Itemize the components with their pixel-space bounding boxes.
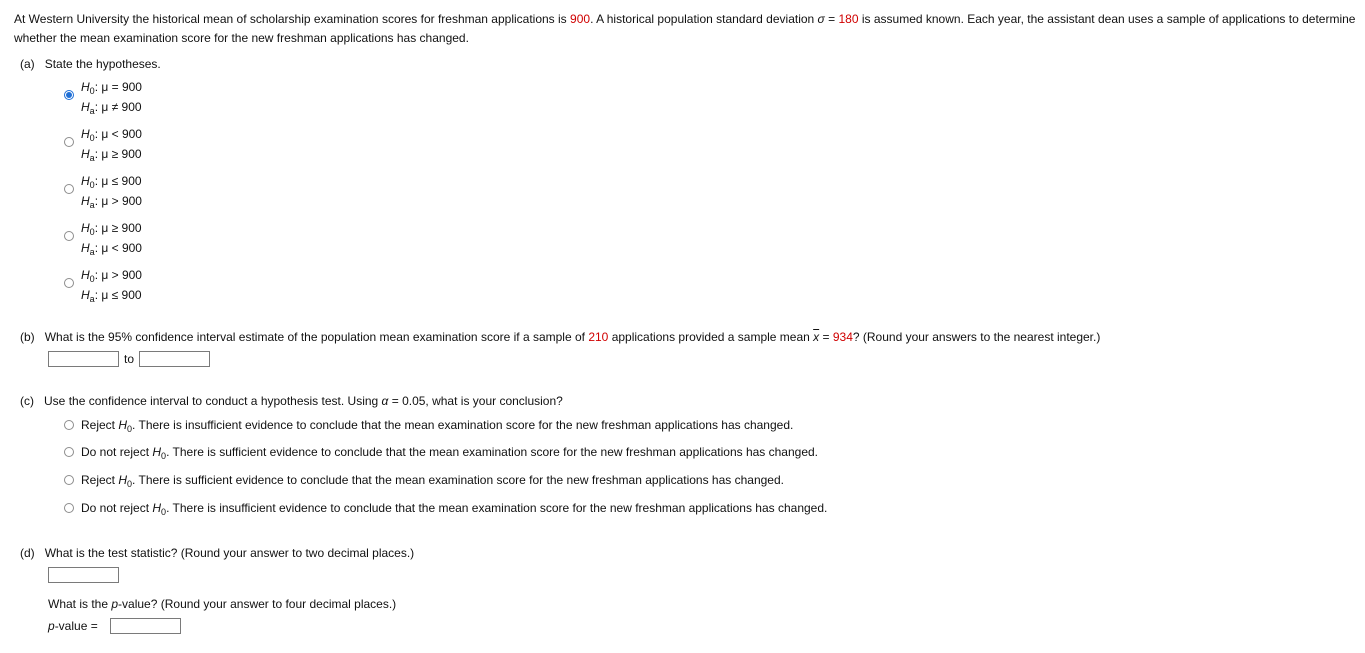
conclusion-text: Do not reject $H_0$. There is sufficient evidence to conclude that the mean examination score for the new freshman applications has changed. bbox=[81, 445, 819, 461]
conclusion-text: Do not reject $H_0$. There is insufficient evidence to conclude that the mean examination score for the new freshman applications has changed. bbox=[81, 501, 828, 517]
conclusion-radio-4[interactable] bbox=[64, 503, 74, 513]
ha-line: $H_a$: μ ≤ 900 bbox=[81, 288, 142, 304]
conclusion-radio-2[interactable] bbox=[64, 447, 74, 457]
h0-line: $H_0$: μ ≥ 900 bbox=[81, 221, 142, 237]
ci-upper-input[interactable] bbox=[139, 351, 210, 367]
h0-line: $H_0$: μ < 900 bbox=[81, 127, 142, 143]
ha-line: $H_a$: μ > 900 bbox=[81, 194, 142, 210]
historical-mean: 900 bbox=[570, 12, 591, 26]
pvalue-input[interactable] bbox=[110, 618, 181, 634]
problem-intro: At Western University the historical mean of scholarship examination scores for freshman applications is 900. A historical population standard deviation σ = 180 is assumed known. Each year, the assistant dean uses a sample of applications to determine whether the mean examination score for the new freshman applications has changed. bbox=[14, 12, 1356, 45]
h0-line: $H_0$: μ ≤ 900 bbox=[81, 174, 142, 190]
sigma-value: 180 bbox=[838, 12, 859, 26]
hypothesis-radio-1[interactable] bbox=[64, 90, 74, 100]
ha-line: $H_a$: μ ≥ 900 bbox=[81, 147, 142, 163]
pvalue-prompt: What is the p-value? (Round your answer to four decimal places.) bbox=[48, 597, 397, 611]
part-b-prompt: (b) What is the 95% confidence interval estimate of the population mean examination score if a sample of 210 applications provided a sample mean $\overline{x} = 934$? (Round your answers to the nearest integer.) bbox=[20, 330, 1101, 344]
part-a-prompt: (a) State the hypotheses. bbox=[20, 57, 161, 71]
ha-line: $H_a$: μ ≠ 900 bbox=[81, 100, 142, 116]
pvalue-label: p-value = bbox=[48, 619, 98, 633]
hypothesis-radio-5[interactable] bbox=[64, 278, 74, 288]
part-c-prompt: (c) Use the confidence interval to conduct a hypothesis test. Using α = 0.05, what is your conclusion? bbox=[20, 394, 563, 408]
ci-lower-input[interactable] bbox=[48, 351, 119, 367]
hypothesis-radio-4[interactable] bbox=[64, 231, 74, 241]
test-statistic-input[interactable] bbox=[48, 567, 119, 583]
sample-mean: 934 bbox=[832, 330, 853, 344]
ci-to-label: to bbox=[124, 352, 135, 366]
conclusion-text: Reject $H_0$. There is sufficient evidence to conclude that the mean examination score for the new freshman applications has changed. bbox=[81, 473, 784, 489]
ha-line: $H_a$: μ < 900 bbox=[81, 241, 142, 257]
hypothesis-radio-3[interactable] bbox=[64, 184, 74, 194]
sample-size: 210 bbox=[588, 330, 609, 344]
h0-line: $H_0$: μ > 900 bbox=[81, 268, 142, 284]
conclusion-text: Reject $H_0$. There is insufficient evidence to conclude that the mean examination score for the new freshman applications has changed. bbox=[81, 418, 794, 434]
conclusion-radio-3[interactable] bbox=[64, 475, 74, 485]
part-d-prompt: (d) What is the test statistic? (Round your answer to two decimal places.) bbox=[20, 546, 415, 560]
h0-line: $H_0$: μ = 900 bbox=[81, 80, 142, 96]
conclusion-radio-1[interactable] bbox=[64, 420, 74, 430]
hypothesis-radio-2[interactable] bbox=[64, 137, 74, 147]
